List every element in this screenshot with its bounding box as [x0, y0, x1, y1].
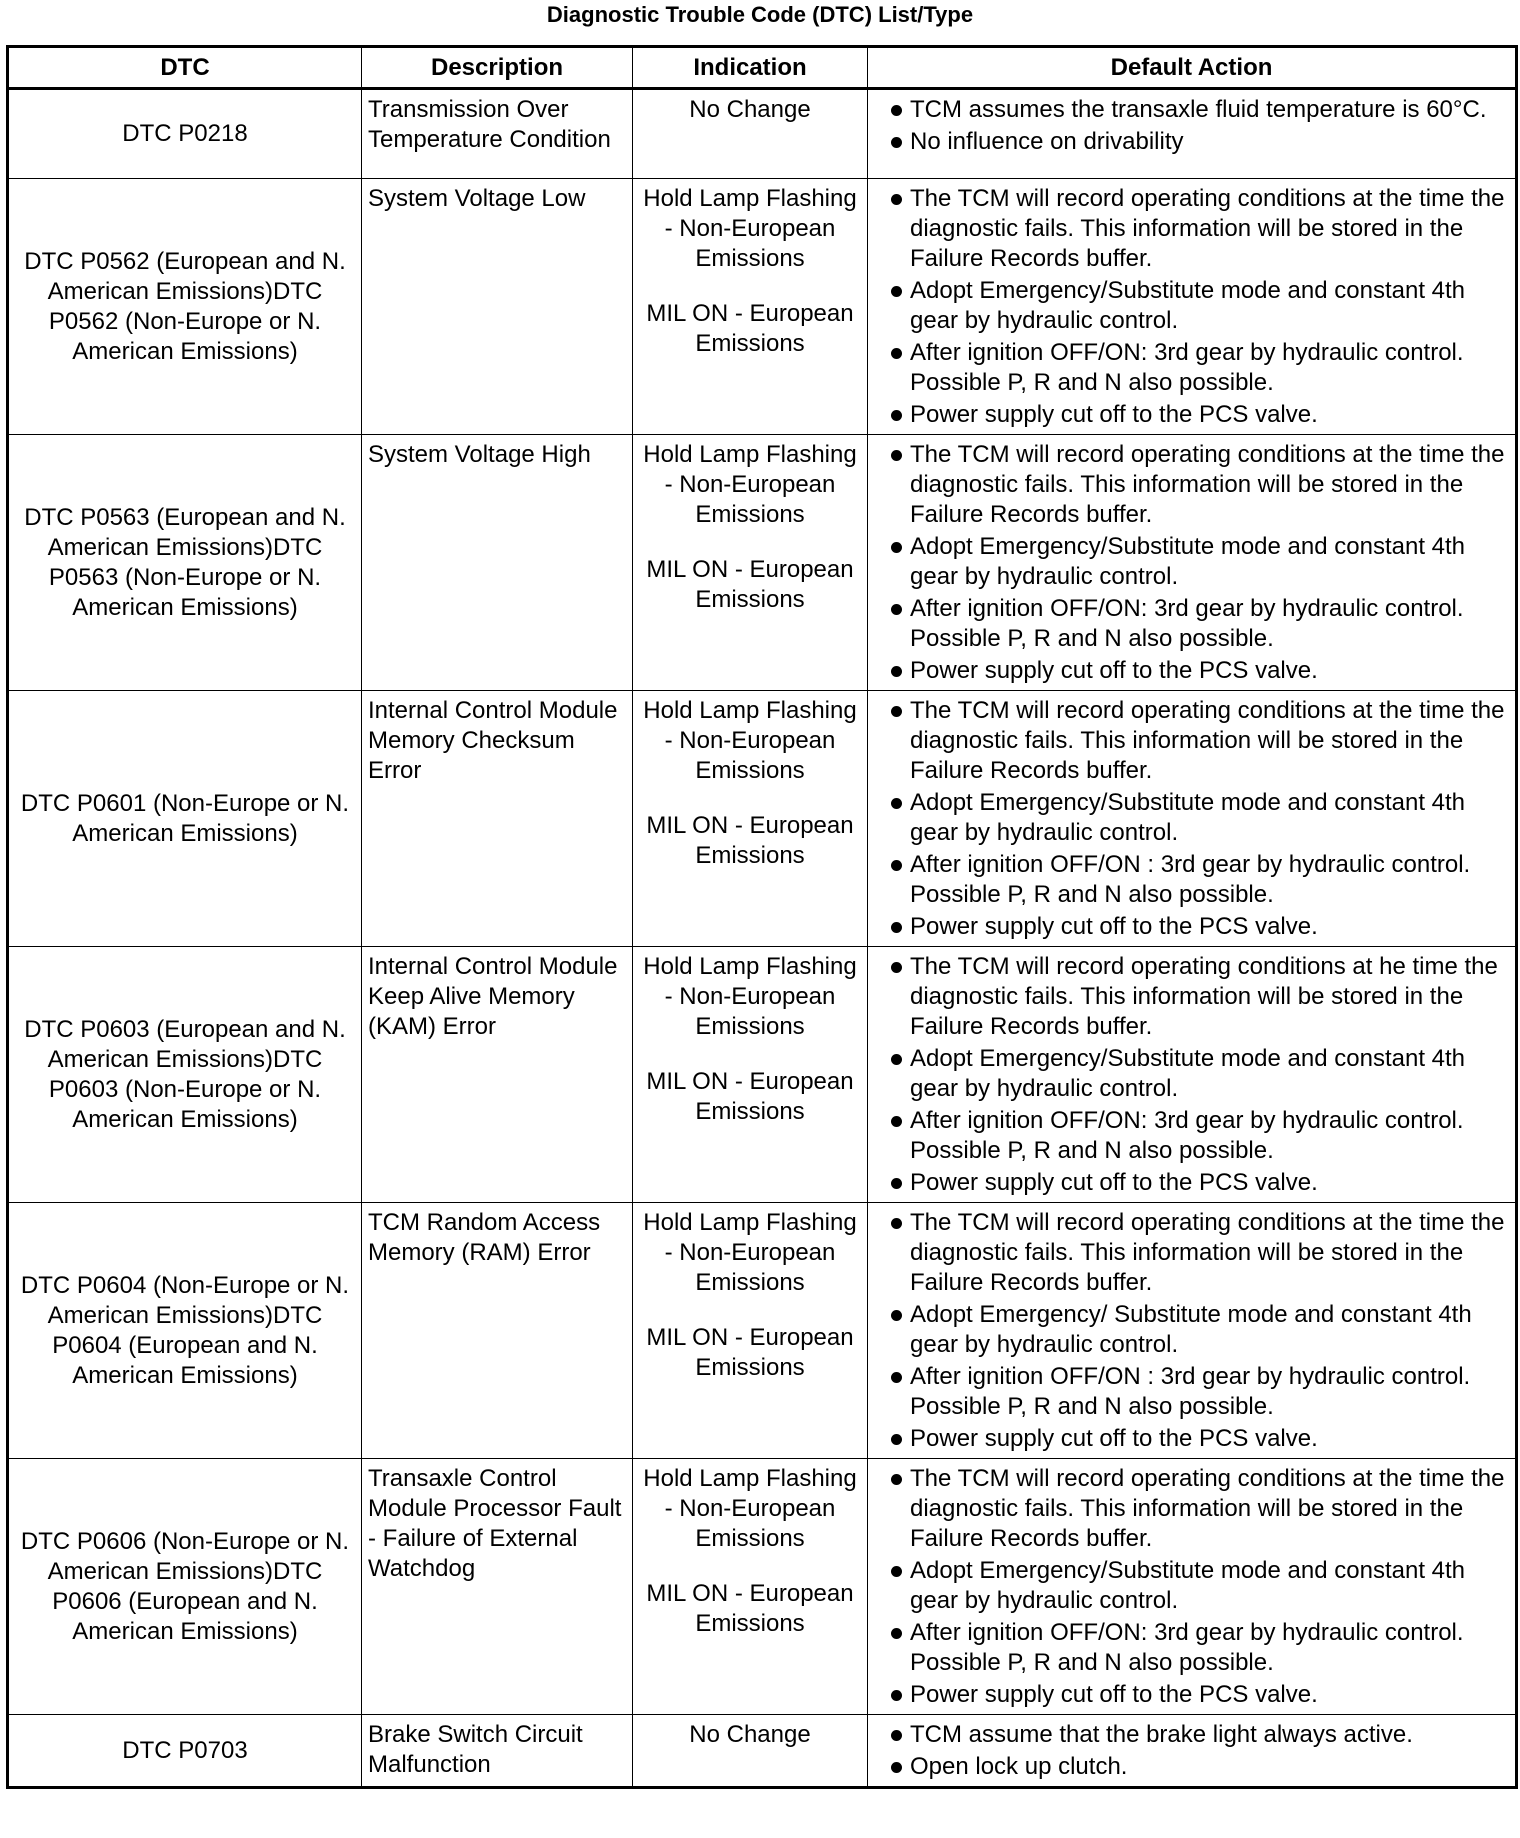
- action-list-item: [872, 276, 1507, 336]
- default-action-cell: [868, 1715, 1517, 1788]
- indication-text: MIL ON - European Emissions: [646, 1324, 854, 1381]
- action-list: [872, 1464, 1507, 1710]
- action-text: The TCM will record operating conditions at the time the diagnostic fails. This information will be stored in the Failure Records buffer.: [910, 1209, 1505, 1296]
- action-list-item: [872, 1680, 1507, 1710]
- dtc-code-cell: DTC P0603 (European and N. American Emissions)DTC P0603 (Non-Europe or N. American Emissions): [8, 947, 362, 1203]
- table-row: [8, 1203, 1517, 1459]
- indication-text: No Change: [689, 96, 811, 123]
- description-cell: System Voltage Low: [362, 179, 633, 435]
- bullet-icon: [891, 542, 902, 553]
- dtc-code-cell: DTC P0601 (Non-Europe or N. American Emissions): [8, 691, 362, 947]
- table-row: [8, 179, 1517, 435]
- action-text: The TCM will record operating conditions at the time the diagnostic fails. This information will be stored in the Failure Records buffer.: [910, 697, 1505, 784]
- description-cell: Internal Control Module Keep Alive Memory (KAM) Error: [362, 947, 633, 1203]
- action-text: TCM assumes the transaxle fluid temperature is 60°C.: [910, 96, 1487, 123]
- action-list: [872, 1720, 1507, 1782]
- action-text: After ignition OFF/ON: 3rd gear by hydraulic control. Possible P, R and N also possible.: [910, 595, 1464, 652]
- indication-cell: [633, 1459, 868, 1715]
- action-text: After ignition OFF/ON: 3rd gear by hydraulic control. Possible P, R and N also possible.: [910, 1107, 1464, 1164]
- indication-cell: [633, 89, 868, 179]
- bullet-icon: [891, 1730, 902, 1741]
- action-text: Adopt Emergency/Substitute mode and constant 4th gear by hydraulic control.: [910, 533, 1466, 590]
- dtc-code-cell: DTC P0218: [8, 89, 362, 179]
- action-list-item: [872, 656, 1507, 686]
- bullet-icon: [891, 1628, 902, 1639]
- indication-text: No Change: [689, 1721, 811, 1748]
- bullet-icon: [891, 450, 902, 461]
- action-list-item: [872, 850, 1507, 910]
- bullet-icon: [891, 1372, 902, 1383]
- action-text: Power supply cut off to the PCS valve.: [910, 1425, 1318, 1452]
- default-action-cell: [868, 179, 1517, 435]
- action-list: [872, 184, 1507, 430]
- action-list-item: [872, 1720, 1507, 1750]
- default-action-cell: [868, 1203, 1517, 1459]
- action-list-item: [872, 696, 1507, 786]
- bullet-icon: [891, 1218, 902, 1229]
- indication-text: Hold Lamp Flashing - Non-European Emissions: [643, 441, 857, 528]
- column-header-default-action: Default Action: [868, 47, 1517, 89]
- bullet-icon: [891, 1474, 902, 1485]
- table-row: [8, 691, 1517, 947]
- indication-spacer: [636, 1298, 864, 1323]
- default-action-cell: [868, 1459, 1517, 1715]
- action-list-item: [872, 1044, 1507, 1104]
- dtc-code-cell: DTC P0563 (European and N. American Emissions)DTC P0563 (Non-Europe or N. American Emissions): [8, 435, 362, 691]
- indication-spacer: [636, 1042, 864, 1067]
- action-text: After ignition OFF/ON: 3rd gear by hydraulic control. Possible P, R and N also possible.: [910, 1619, 1464, 1676]
- bullet-icon: [891, 410, 902, 421]
- table-row: [8, 947, 1517, 1203]
- action-list-item: [872, 338, 1507, 398]
- bullet-icon: [891, 1054, 902, 1065]
- default-action-cell: [868, 89, 1517, 179]
- bullet-icon: [891, 798, 902, 809]
- bullet-icon: [891, 1116, 902, 1127]
- action-text: Adopt Emergency/Substitute mode and constant 4th gear by hydraulic control.: [910, 789, 1466, 846]
- table-row: [8, 89, 1517, 179]
- indication-text: Hold Lamp Flashing - Non-European Emissions: [643, 185, 857, 272]
- indication-text: MIL ON - European Emissions: [646, 1068, 854, 1125]
- action-text: Adopt Emergency/Substitute mode and constant 4th gear by hydraulic control.: [910, 1045, 1466, 1102]
- action-list-item: [872, 1300, 1507, 1360]
- dtc-code-cell: DTC P0606 (Non-Europe or N. American Emissions)DTC P0606 (European and N. American Emissions): [8, 1459, 362, 1715]
- action-list-item: [872, 952, 1507, 1042]
- column-header-description: Description: [362, 47, 633, 89]
- dtc-code-cell: DTC P0703: [8, 1715, 362, 1788]
- description-cell: System Voltage High: [362, 435, 633, 691]
- action-list: [872, 95, 1507, 157]
- column-header-indication: Indication: [633, 47, 868, 89]
- action-text: Power supply cut off to the PCS valve.: [910, 1169, 1318, 1196]
- bullet-icon: [891, 1690, 902, 1701]
- indication-text: MIL ON - European Emissions: [646, 300, 854, 357]
- bullet-icon: [891, 962, 902, 973]
- bullet-icon: [891, 1434, 902, 1445]
- action-text: Adopt Emergency/Substitute mode and constant 4th gear by hydraulic control.: [910, 1557, 1466, 1614]
- bullet-icon: [891, 1762, 902, 1773]
- indication-text: MIL ON - European Emissions: [646, 812, 854, 869]
- bullet-icon: [891, 194, 902, 205]
- action-list-item: [872, 127, 1507, 157]
- indication-text: Hold Lamp Flashing - Non-European Emissions: [643, 953, 857, 1040]
- action-list-item: [872, 1424, 1507, 1454]
- dtc-code-cell: DTC P0562 (European and N. American Emissions)DTC P0562 (Non-Europe or N. American Emissions): [8, 179, 362, 435]
- action-list: [872, 1208, 1507, 1454]
- default-action-cell: [868, 691, 1517, 947]
- action-list: [872, 952, 1507, 1198]
- dtc-table: [6, 45, 1518, 1789]
- action-list-item: [872, 1464, 1507, 1554]
- action-text: The TCM will record operating conditions at the time the diagnostic fails. This information will be stored in the Failure Records buffer.: [910, 441, 1505, 528]
- bullet-icon: [891, 666, 902, 677]
- action-text: The TCM will record operating conditions at the time the diagnostic fails. This information will be stored in the Failure Records buffer.: [910, 1465, 1505, 1552]
- indication-cell: [633, 691, 868, 947]
- action-list-item: [872, 1752, 1507, 1782]
- action-list-item: [872, 532, 1507, 592]
- indication-text: Hold Lamp Flashing - Non-European Emissions: [643, 1465, 857, 1552]
- action-text: The TCM will record operating conditions at the time the diagnostic fails. This information will be stored in the Failure Records buffer.: [910, 185, 1505, 272]
- action-list-item: [872, 95, 1507, 125]
- action-list-item: [872, 400, 1507, 430]
- indication-cell: [633, 1715, 868, 1788]
- indication-spacer: [636, 274, 864, 299]
- action-text: Adopt Emergency/Substitute mode and constant 4th gear by hydraulic control.: [910, 277, 1466, 334]
- action-text: Open lock up clutch.: [910, 1753, 1128, 1780]
- description-cell: Internal Control Module Memory Checksum Error: [362, 691, 633, 947]
- action-text: Power supply cut off to the PCS valve.: [910, 1681, 1318, 1708]
- action-text: No influence on drivability: [910, 128, 1184, 155]
- bullet-icon: [891, 860, 902, 871]
- bullet-icon: [891, 137, 902, 148]
- action-list-item: [872, 1618, 1507, 1678]
- bullet-icon: [891, 1566, 902, 1577]
- document-title: Diagnostic Trouble Code (DTC) List/Type: [546, 2, 974, 27]
- indication-cell: [633, 179, 868, 435]
- default-action-cell: [868, 947, 1517, 1203]
- indication-spacer: [636, 530, 864, 555]
- indication-text: Hold Lamp Flashing - Non-European Emissions: [643, 1209, 857, 1296]
- indication-cell: [633, 1203, 868, 1459]
- bullet-icon: [891, 1178, 902, 1189]
- table-row: [8, 1715, 1517, 1788]
- action-list-item: [872, 184, 1507, 274]
- description-cell: Brake Switch Circuit Malfunction: [362, 1715, 633, 1788]
- bullet-icon: [891, 105, 902, 116]
- action-text: After ignition OFF/ON: 3rd gear by hydraulic control. Possible P, R and N also possible.: [910, 339, 1464, 396]
- bullet-icon: [891, 1310, 902, 1321]
- description-cell: Transaxle Control Module Processor Fault - Failure of External Watchdog: [362, 1459, 633, 1715]
- bullet-icon: [891, 706, 902, 717]
- bullet-icon: [891, 604, 902, 615]
- action-list-item: [872, 1168, 1507, 1198]
- default-action-cell: [868, 435, 1517, 691]
- dtc-code-cell: DTC P0604 (Non-Europe or N. American Emissions)DTC P0604 (European and N. American Emissions): [8, 1203, 362, 1459]
- bullet-icon: [891, 922, 902, 933]
- bullet-icon: [891, 286, 902, 297]
- action-text: After ignition OFF/ON : 3rd gear by hydraulic control. Possible P, R and N also possible.: [910, 851, 1471, 908]
- action-list: [872, 696, 1507, 942]
- indication-spacer: [636, 1554, 864, 1579]
- action-text: TCM assume that the brake light always active.: [910, 1721, 1413, 1748]
- action-list: [872, 440, 1507, 686]
- indication-spacer: [636, 786, 864, 811]
- action-list-item: [872, 1556, 1507, 1616]
- action-list-item: [872, 440, 1507, 530]
- column-header-dtc: DTC: [8, 47, 362, 89]
- action-list-item: [872, 1106, 1507, 1166]
- action-text: Power supply cut off to the PCS valve.: [910, 657, 1318, 684]
- indication-text: Hold Lamp Flashing - Non-European Emissions: [643, 697, 857, 784]
- action-list-item: [872, 594, 1507, 654]
- action-text: After ignition OFF/ON : 3rd gear by hydraulic control. Possible P, R and N also possible.: [910, 1363, 1471, 1420]
- indication-text: MIL ON - European Emissions: [646, 556, 854, 613]
- indication-text: MIL ON - European Emissions: [646, 1580, 854, 1637]
- indication-cell: [633, 435, 868, 691]
- table-header-row: [8, 47, 1517, 89]
- action-text: Adopt Emergency/ Substitute mode and constant 4th gear by hydraulic control.: [910, 1301, 1472, 1358]
- description-cell: TCM Random Access Memory (RAM) Error: [362, 1203, 633, 1459]
- table-row: [8, 1459, 1517, 1715]
- table-body: [8, 89, 1517, 1788]
- indication-cell: [633, 947, 868, 1203]
- action-text: Power supply cut off to the PCS valve.: [910, 401, 1318, 428]
- action-list-item: [872, 912, 1507, 942]
- bullet-icon: [891, 348, 902, 359]
- action-list-item: [872, 788, 1507, 848]
- description-cell: Transmission Over Temperature Condition: [362, 89, 633, 179]
- action-list-item: [872, 1208, 1507, 1298]
- table-row: [8, 435, 1517, 691]
- action-text: Power supply cut off to the PCS valve.: [910, 913, 1318, 940]
- action-list-item: [872, 1362, 1507, 1422]
- action-text: The TCM will record operating conditions at he time the diagnostic fails. This information will be stored in the Failure Records buffer.: [910, 953, 1498, 1040]
